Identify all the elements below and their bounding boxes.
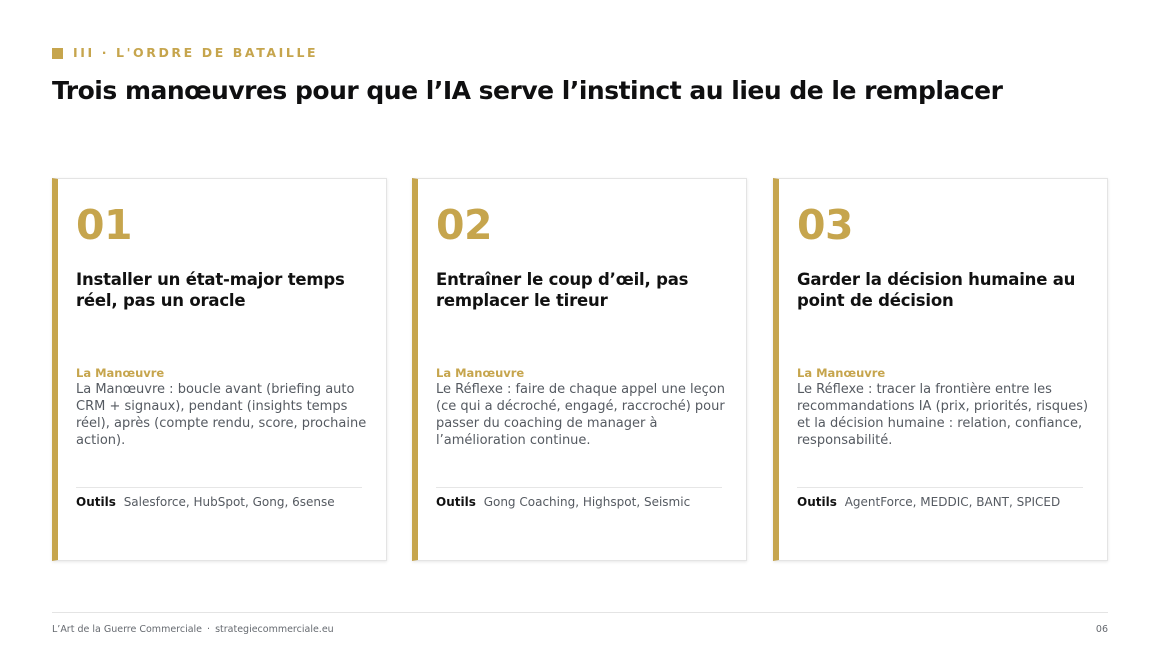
eyebrow-square-marker	[52, 48, 63, 59]
card-label: La Manœuvre	[436, 366, 525, 380]
card-label: La Manœuvre	[797, 366, 886, 380]
tools-label: Outils	[797, 495, 837, 509]
section-eyebrow	[52, 46, 318, 60]
page-title: Trois manœuvres pour que l’IA serve l’instinct au lieu de le remplacer	[52, 76, 1003, 105]
card-tools	[76, 494, 335, 510]
card-heading: Installer un état-major temps réel, pas un oracle	[76, 270, 345, 310]
card-number: 03	[797, 201, 854, 249]
footer-credits	[52, 623, 334, 636]
footer-brand: L’Art de la Guerre Commerciale	[52, 624, 203, 635]
card-heading: Garder la décision humaine au point de décision	[797, 270, 1076, 310]
card-number: 02	[436, 201, 493, 249]
card-label: La Manœuvre	[76, 366, 165, 380]
card-body: Le Réflexe : faire de chaque appel une leçon (ce qui a décroché, engagé, raccroché) pour passer du coaching de manager à l’amélioration continue.	[436, 382, 725, 448]
maneuver-card-1	[52, 178, 387, 561]
card-divider	[436, 487, 722, 488]
card-body: La Manœuvre : boucle avant (briefing auto CRM + signaux), pendant (insights temps réel), après (compte rendu, score, prochaine action).	[76, 382, 367, 448]
card-divider	[797, 487, 1083, 488]
section-label: III · L'ORDRE DE BATAILLE	[73, 45, 319, 60]
card-heading: Entraîner le coup d’œil, pas remplacer le tireur	[436, 270, 689, 310]
tools-list: AgentForce, MEDDIC, BANT, SPICED	[844, 495, 1061, 509]
card-divider	[76, 487, 362, 488]
tools-label: Outils	[436, 495, 476, 509]
page-number: 06	[1095, 624, 1108, 635]
card-body: Le Réflexe : tracer la frontière entre les recommandations IA (prix, priorités, risques) et la décision humaine : relation, confiance, responsabilité.	[797, 382, 1089, 448]
maneuver-card-3	[773, 178, 1108, 561]
tools-label: Outils	[76, 495, 116, 509]
footer-separator: ·	[207, 624, 211, 635]
tools-list: Salesforce, HubSpot, Gong, 6sense	[123, 495, 335, 509]
maneuver-cards	[52, 178, 1108, 562]
footer-divider	[52, 612, 1108, 613]
card-tools	[797, 494, 1060, 510]
card-number: 01	[76, 201, 133, 249]
footer-site: strategiecommerciale.eu	[215, 624, 334, 635]
maneuver-card-2	[412, 178, 747, 561]
tools-list: Gong Coaching, Highspot, Seismic	[483, 495, 691, 509]
card-tools	[436, 494, 690, 510]
